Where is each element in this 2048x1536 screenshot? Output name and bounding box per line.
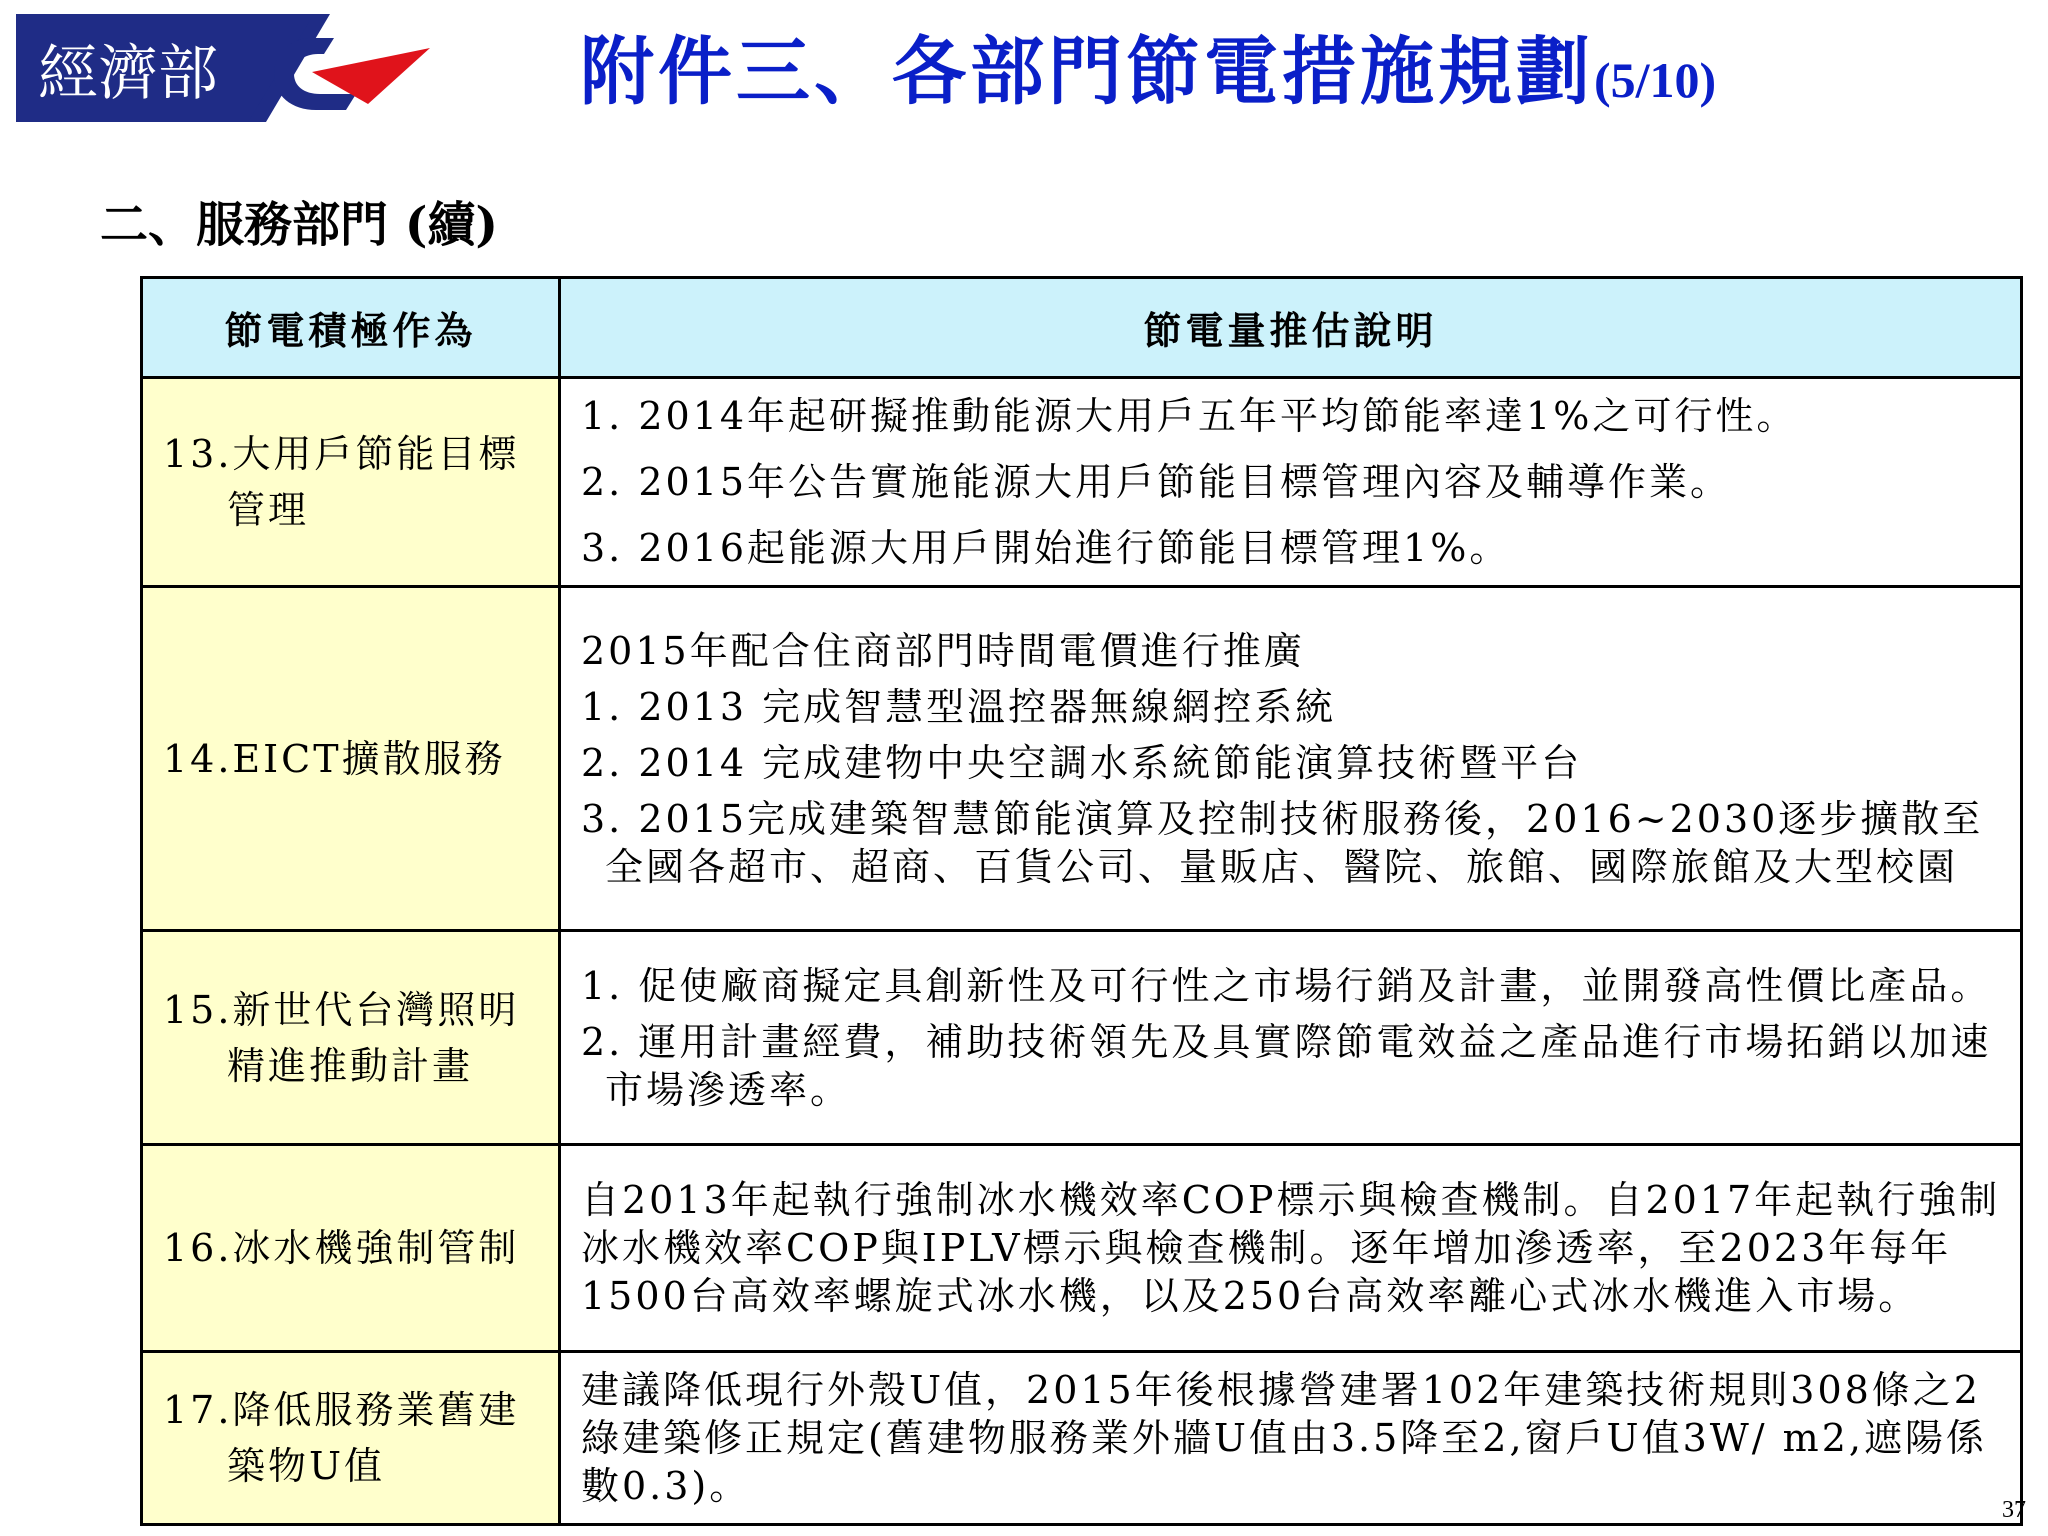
- measure-name-cell: [142, 1352, 560, 1525]
- description-item: 2. 運用計畫經費，補助技術領先及具實際節電效益之產品進行市場拓銷以加速市場滲透率。: [581, 1019, 1992, 1112]
- measure-description-cell: [560, 1145, 2022, 1352]
- measure-name: 17.降低服務業舊建: [163, 1388, 520, 1432]
- measure-name: 15.新世代台灣照明: [163, 987, 520, 1032]
- measure-description-cell: [560, 378, 2022, 587]
- measure-name-continued: 管理: [227, 488, 310, 532]
- measure-name-continued: 精進推動計畫: [227, 1043, 474, 1088]
- description-intro: 2015年配合住商部門時間電價進行推廣: [581, 628, 1305, 673]
- description-text: 建議降低現行外殼U值，2015年後根據營建署102年建築技術規則308條之2綠建築修正規定(舊建物服務業外牆U值由3.5降至2,窗戶U值3W/ m2,遮陽係數0.3)。: [581, 1368, 1987, 1508]
- column-header-description: 節電量推估說明: [560, 278, 2022, 378]
- page-number: 37: [2002, 1497, 2026, 1523]
- measure-name-cell: [142, 378, 560, 587]
- description-item: 1. 2013 完成智慧型溫控器無線網控系統: [581, 684, 1337, 729]
- description-line: 3. 2016起能源大用戶開始進行節能目標管理1%。: [581, 526, 1511, 570]
- description-item: 1. 促使廠商擬定具創新性及可行性之市場行銷及計畫，並開發高性價比產品。: [581, 963, 1992, 1008]
- measure-description-cell: [560, 1352, 2022, 1525]
- measure-name-continued: 築物U值: [227, 1444, 386, 1488]
- description-line: 2. 2015年公告實施能源大用戶節能目標管理內容及輔導作業。: [581, 460, 1732, 504]
- measure-name-cell: [142, 1145, 560, 1352]
- measure-name: 16.冰水機強制管制: [163, 1226, 520, 1270]
- section-heading: 二、服務部門 (續): [100, 197, 499, 253]
- measure-name: 13.大用戶節能目標: [163, 432, 520, 476]
- ministry-logo: [16, 14, 436, 122]
- description-text: 自2013年起執行強制冰水機效率COP標示與檢查機制。自2017年起執行強制冰水機效率COP與IPLV標示與檢查機制。逐年增加滲透率，至2023年每年1500台高效率螺旋式冰水機，以及250台高效率離心式冰水機進入市場。: [581, 1178, 2001, 1318]
- table-header-row: [142, 278, 2022, 378]
- measure-description-cell: [560, 587, 2022, 931]
- description-item: 3. 2015完成建築智慧節能演算及控制技術服務後，2016~2030逐步擴散至全國各超市、超商、百貨公司、量販店、醫院、旅館、國際旅館及大型校園: [581, 796, 1984, 889]
- slide-page-indicator: (5/10): [1594, 52, 1717, 108]
- description-item: 2. 2014 完成建物中央空調水系統節能演算技術暨平台: [581, 740, 1583, 785]
- slide-title: [580, 26, 1716, 118]
- measure-name-cell: [142, 587, 560, 931]
- logo-text: 經濟部: [38, 39, 218, 109]
- description-line: 1. 2014年起研擬推動能源大用戶五年平均節能率達1%之可行性。: [581, 394, 1798, 438]
- table-row: [142, 1145, 2022, 1352]
- measure-description-cell: [560, 931, 2022, 1145]
- ministry-logo-graphic: [16, 14, 436, 122]
- measure-name-cell: [142, 931, 560, 1145]
- table-row: [142, 931, 2022, 1145]
- slide-title-text: 附件三、各部門節電措施規劃: [580, 29, 1594, 115]
- table-row: [142, 378, 2022, 587]
- column-header-measure: 節電積極作為: [142, 278, 560, 378]
- table-row: [142, 1352, 2022, 1525]
- measure-name: 14.EICT擴散服務: [163, 736, 506, 781]
- table-row: [142, 587, 2022, 931]
- measures-table: [140, 276, 2023, 1526]
